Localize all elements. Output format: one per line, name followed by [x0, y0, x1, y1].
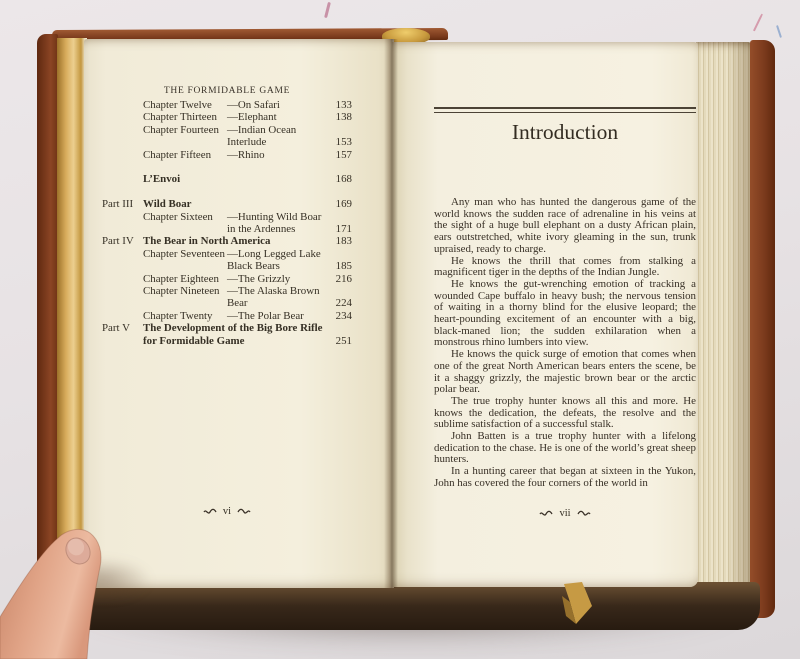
toc-label: Chapter Nineteen [143, 285, 220, 298]
toc-row [102, 124, 352, 136]
right-folio [434, 508, 696, 519]
intro-paragraph: He knows the gut-wrenching emotion of tracking a wounded Cape buffalo in heavy bush; the nervous tension of waiting in a thorny blind for the elusive leopard; the heart-pounding excitement of an encounter with a big, black-maned lion; the sudden exhilaration when a monstrous rhino lumbers into view. [434, 277, 696, 349]
intro-paragraph: Any man who has hunted the dangerous game of the world knows the sudden race of adrenaline in his veins at the sight of a huge bull elephant on a dusty African plain, ears outstretched, white ivory gleaming in the sun, trunk upraised, ready to charge. [434, 196, 696, 255]
toc-label: The Development of the Big Bore Rifle [143, 322, 323, 335]
toc-row [102, 235, 352, 247]
toc-title: —Elephant [227, 111, 277, 124]
toc-page-number: 157 [335, 148, 352, 161]
toc-row [102, 198, 352, 210]
chapter-title: Introduction [511, 120, 619, 144]
intro-paragraph: He knows the thrill that comes from stalking a magnificent tiger in the depths of the Indian Jungle. [434, 254, 696, 279]
toc-row [102, 111, 352, 123]
page-stack-edge [696, 42, 752, 612]
toc-page-number: 168 [335, 173, 352, 186]
intro-paragraph: John Batten is a true trophy hunter with a lifelong dedication to the chase. He is one of the world’s great sheep hunters. [434, 430, 696, 466]
intro-paragraph: He knows the quick surge of emotion that comes when one of the great North American bears enters the scene, be it a shaggy grizzly, the majestic brown bear or the arctic polar bear. [434, 348, 696, 396]
toc-label: Chapter Sixteen [143, 210, 213, 223]
toc-row [102, 248, 352, 260]
left-folio [102, 506, 352, 517]
ribbon-bookmark [556, 582, 600, 626]
toc-label: Chapter Fourteen [143, 123, 219, 136]
toc-page-number: 153 [335, 136, 352, 149]
toc-row [102, 273, 352, 285]
toc-page-number: 133 [335, 99, 352, 111]
toc-title: —The Alaska Brown [227, 285, 320, 298]
toc-row [102, 335, 352, 347]
blue-pen-mark [776, 25, 782, 38]
toc-title: Bear [227, 297, 248, 310]
toc-row [102, 99, 352, 111]
toc-row [102, 136, 352, 148]
toc-title: Interlude [227, 136, 267, 149]
intro-paragraph: The true trophy hunter knows all this and more. He knows the dedication, the defeats, the resolve and the sublime satisfaction of a successful stalk. [434, 394, 696, 431]
toc-row [102, 285, 352, 297]
toc-title: in the Ardennes [227, 223, 296, 236]
toc-page-number: 234 [335, 309, 352, 322]
toc-page-number: 251 [335, 334, 352, 347]
toc-page-number: 169 [335, 198, 352, 211]
left-page [84, 39, 394, 588]
flourish-icon [237, 508, 251, 515]
toc-title: —Long Legged Lake [227, 247, 321, 260]
toc-page-number: 171 [335, 223, 352, 236]
toc-list [102, 99, 352, 347]
toc-label: Chapter Eighteen [143, 272, 219, 285]
intro-paragraph: In a hunting career that began at sixteen in the Yukon, John has covered the four corners of the world in [434, 465, 696, 489]
toc-title: —On Safari [227, 99, 280, 111]
toc-title: —The Polar Bear [227, 309, 304, 322]
toc-part: Part III [102, 198, 134, 211]
gutter-shadow [384, 39, 398, 588]
flourish-icon [539, 510, 553, 517]
toc-page-number: 185 [335, 260, 352, 273]
toc-page-number: 216 [335, 272, 352, 285]
toc-label: Chapter Twelve [143, 99, 212, 111]
toc-row [102, 260, 352, 272]
flourish-icon [203, 508, 217, 515]
toc-row [102, 223, 352, 235]
toc-label: The Bear in North America [143, 235, 271, 248]
book-bottom-shadow [48, 582, 760, 630]
toc-label: Chapter Twenty [143, 309, 213, 322]
toc-title: —Rhino [227, 148, 265, 161]
toc-page-number: 138 [335, 111, 352, 124]
toc-row [102, 322, 352, 334]
toc-label: Chapter Fifteen [143, 148, 212, 161]
toc-title: —Hunting Wild Boar [227, 210, 322, 223]
toc-title: Black Bears [227, 260, 280, 273]
right-page [392, 42, 698, 587]
toc-title: —Indian Ocean [227, 123, 297, 136]
leather-cover-left-edge [37, 34, 58, 590]
intro-paragraphs [434, 197, 696, 490]
toc-page-number: 224 [335, 297, 352, 310]
toc-part: Part IV [102, 235, 134, 248]
toc-row [102, 310, 352, 322]
toc-row [102, 297, 352, 309]
toc-title: —The Grizzly [227, 272, 291, 285]
toc-label: Chapter Seventeen [143, 247, 225, 260]
thumb [0, 525, 150, 659]
pink-pen-mark [324, 2, 331, 18]
right-page-number: vii [559, 508, 571, 519]
toc-label: Chapter Thirteen [143, 111, 217, 124]
left-page-number: vi [222, 506, 232, 517]
toc-row [102, 211, 352, 223]
toc-part: Part V [102, 322, 130, 335]
toc-page-number: 183 [335, 235, 352, 248]
leather-cover-right-edge [750, 40, 775, 618]
gilt-page-edges [57, 38, 87, 590]
running-header: THE FORMIDABLE GAME [163, 86, 291, 96]
toc-row [102, 173, 352, 185]
chapter-head-rule [434, 107, 696, 113]
toc-label: L’Envoi [143, 173, 181, 186]
toc-label: for Formidable Game [143, 334, 245, 347]
toc-row [102, 149, 352, 161]
flourish-icon [577, 510, 591, 517]
toc-label: Wild Boar [143, 198, 192, 211]
